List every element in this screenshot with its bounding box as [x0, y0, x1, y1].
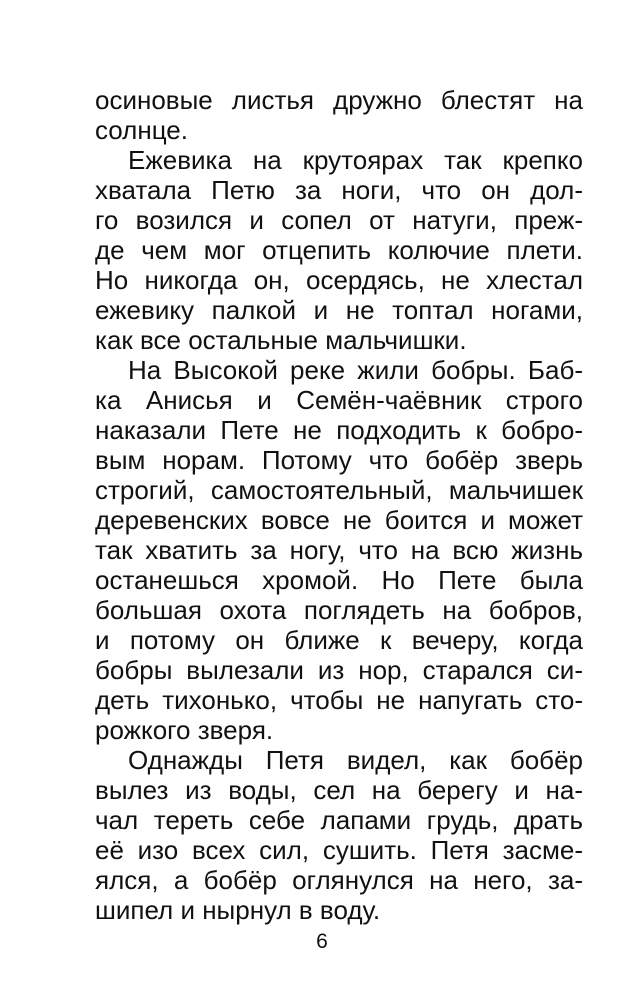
text-line: её изо всех сил, сушить. Петя засме- — [95, 835, 583, 865]
text-line: ка Анисья и Семён-чаёвник строго — [95, 385, 583, 415]
text-line: шипел и нырнул в воду. — [95, 895, 381, 925]
text-line: деть тихонько, чтобы не напугать сто- — [95, 685, 583, 715]
text-line: Однажды Петя видел, как бобёр — [128, 745, 583, 775]
text-line: бобры вылезали из нор, старался си- — [95, 655, 583, 685]
text-line: вылез из воды, сел на берегу и на- — [95, 775, 583, 805]
paragraph — [95, 355, 583, 745]
text-line: строгий, самостоятельный, мальчишек — [95, 475, 583, 505]
text-line: деревенских вовсе не боится и может — [95, 505, 583, 535]
text-line: вым норам. Потому что бобёр зверь — [95, 445, 583, 475]
text-line: осиновые листья дружно блестят на — [95, 85, 583, 115]
text-line: и потому он ближе к вечеру, когда — [95, 625, 583, 655]
text-line: солнце. — [95, 115, 188, 145]
text-line: большая охота поглядеть на бобров, — [95, 595, 583, 625]
book-page-text — [95, 85, 583, 925]
text-line: ежевику палкой и не топтал ногами, — [95, 295, 583, 325]
text-line: де чем мог отцепить колючие плети. — [95, 235, 583, 265]
text-line: На Высокой реке жили бобры. Баб- — [128, 355, 583, 385]
text-line: чал тереть себе лапами грудь, драть — [95, 805, 583, 835]
text-line: останешься хромой. Но Пете была — [95, 565, 583, 595]
paragraph — [95, 745, 583, 925]
text-line: ялся, а бобёр оглянулся на него, за- — [95, 865, 583, 895]
text-line: го возился и сопел от натуги, преж- — [95, 205, 583, 235]
text-line: Но никогда он, осердясь, не хлестал — [95, 265, 583, 295]
paragraph — [95, 145, 583, 355]
paragraph — [95, 85, 583, 145]
text-line: как все остальные мальчишки. — [95, 325, 467, 355]
text-line: хватала Петю за ноги, что он дол- — [95, 175, 583, 205]
text-line: так хватить за ногу, что на всю жизнь — [95, 535, 583, 565]
text-line: рожкого зверя. — [95, 715, 274, 745]
page-number: 6 — [316, 930, 328, 953]
text-line: Ежевика на крутоярах так крепко — [128, 145, 583, 175]
text-line: наказали Пете не подходить к бобро- — [95, 415, 583, 445]
